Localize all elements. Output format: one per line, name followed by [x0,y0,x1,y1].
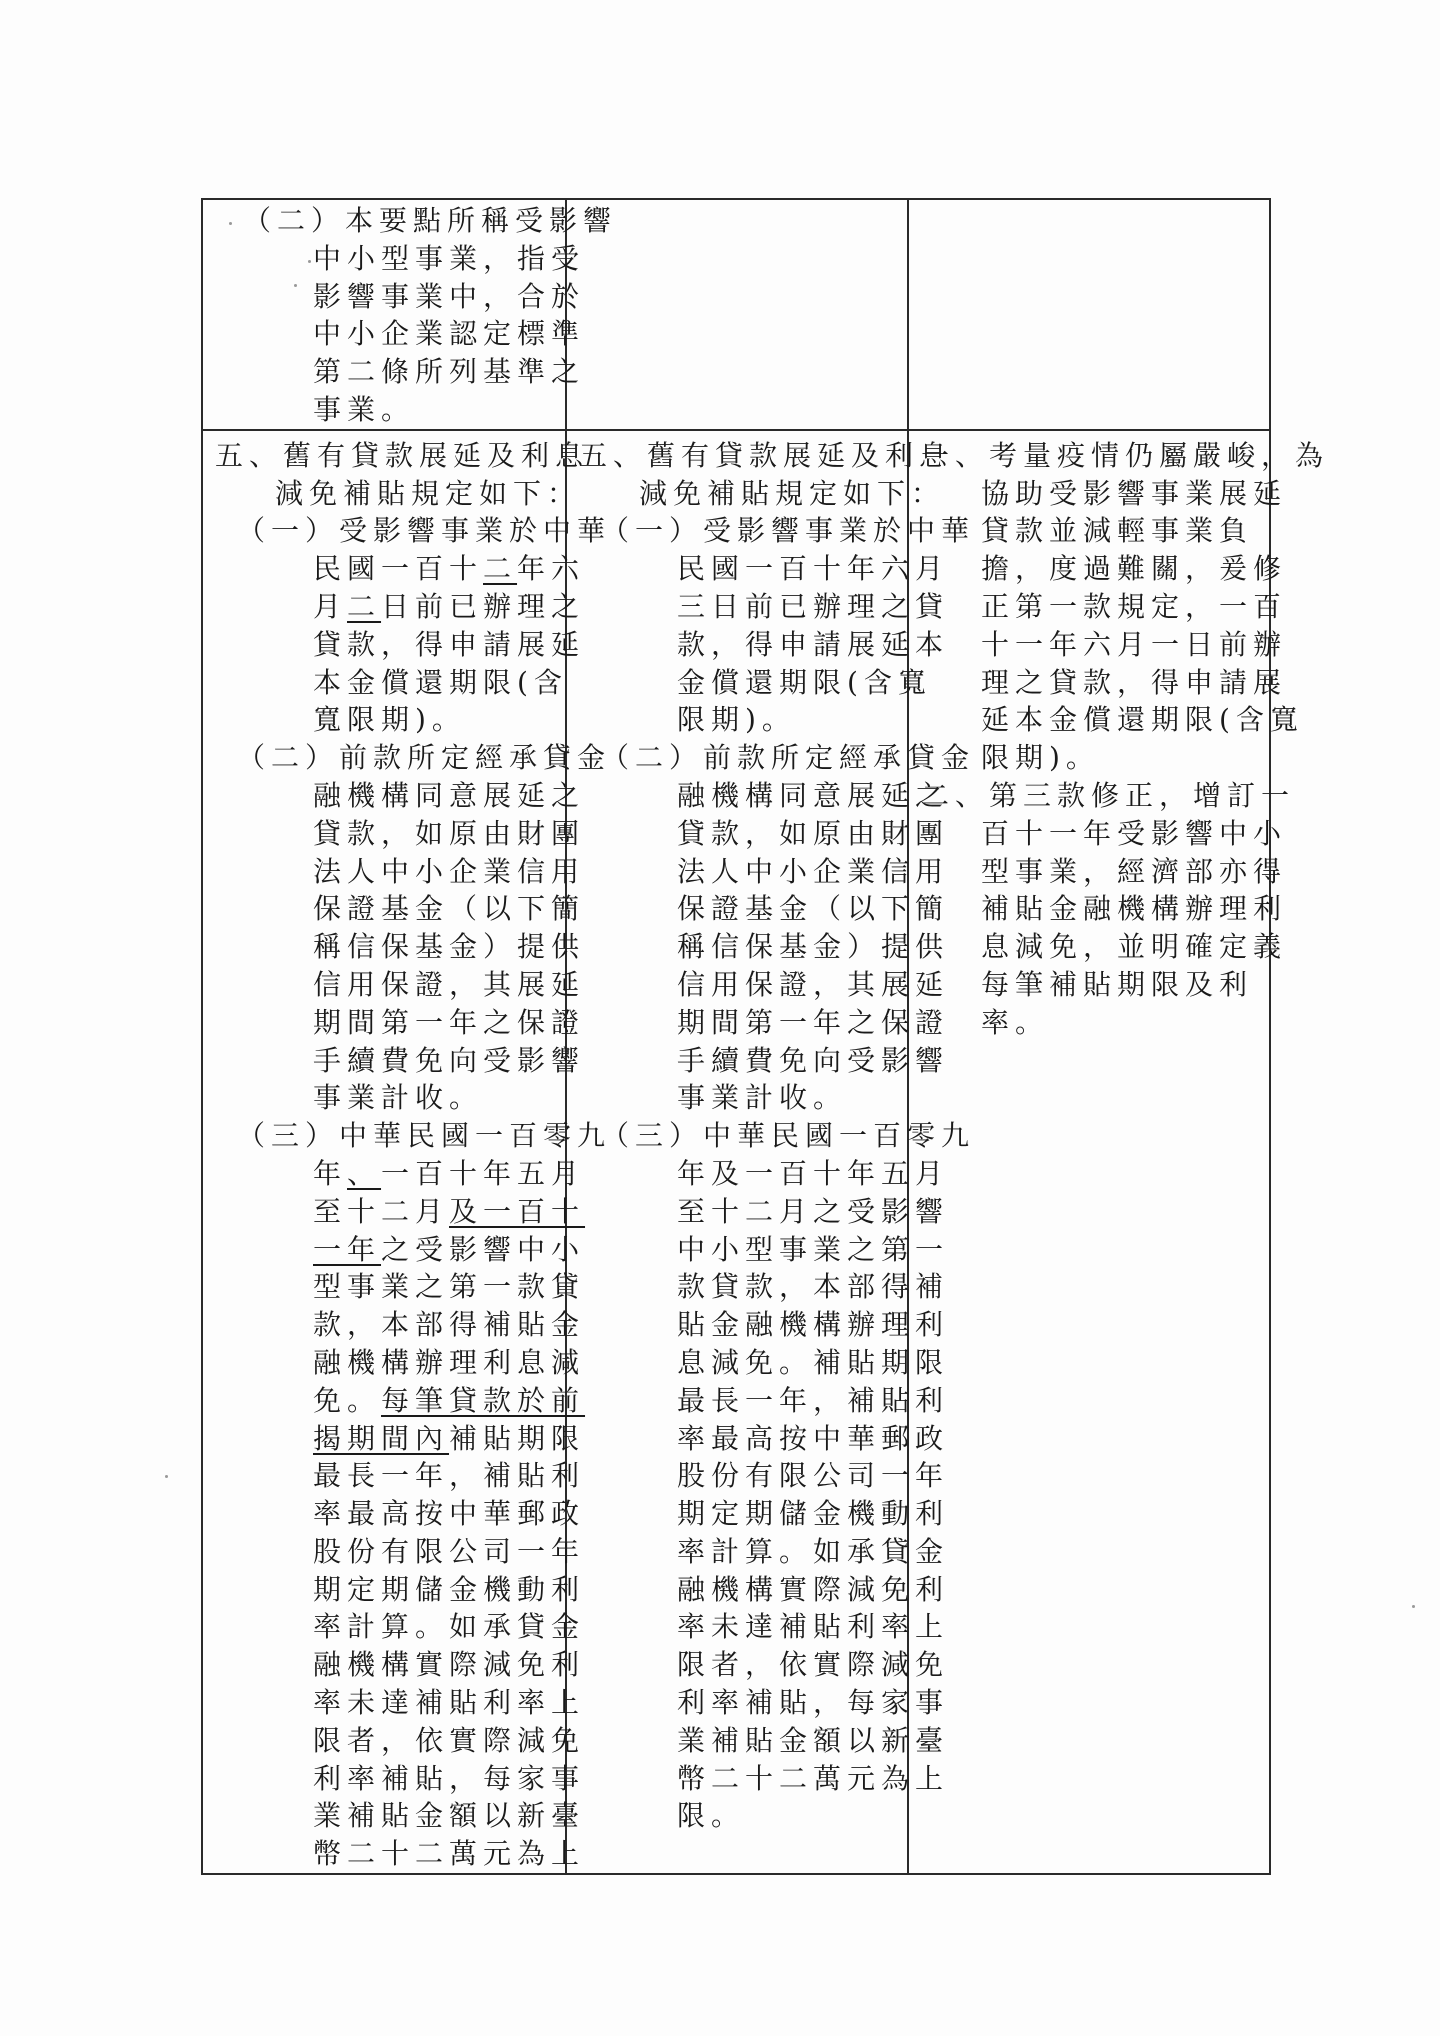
text-line: 信用保證，其展延 [313,967,586,1001]
text-line: 業補貼金額以新臺 [677,1723,950,1757]
text-line: 融機構辦理利息減 [313,1345,586,1379]
text-line: 延本金償還期限(含寬 [981,703,1304,737]
amended-text-cell [202,430,612,1874]
item-heading: （三）中華民國一百零九 [237,1119,612,1153]
text-line: 稱信保基金）提供 [313,930,586,964]
item-heading: （二）前款所定經承貸金 [237,741,612,775]
section-heading: 五、舊有貸款展延及利息 [215,438,590,472]
text-line: 月二日前已辦理之 [313,589,586,623]
text-line: 息減免。補貼期限 [677,1345,950,1379]
text-line: 率計算。如承貸金 [677,1534,950,1568]
text-line: 至十二月之受影響 [677,1194,950,1228]
text-line: 融機構實際減免利 [313,1648,586,1682]
item-heading: （一）受影響事業於中華 [237,514,612,548]
text-line: 信用保證，其展延 [677,967,950,1001]
text-line: 款貸款，本部得補 [677,1270,950,1304]
item-heading: （二）前款所定經承貸金 [601,741,976,775]
scan-speck [165,1475,168,1478]
text-line: 率計算。如承貸金 [313,1610,586,1644]
text-line: 幣二十二萬元為上 [677,1761,950,1795]
text-line: 融機構同意展延之 [313,778,586,812]
text-line: 率最高按中華郵政 [313,1497,586,1531]
text-line: 款，得申請展延本 [677,627,950,661]
text-line: 減免補貼規定如下： [639,476,946,510]
text-line: 股份有限公司一年 [313,1534,586,1568]
text-line: 中小型事業之第一 [677,1232,950,1266]
text-line: 限者，依實際減免 [313,1723,586,1757]
text-line: 限期)。 [981,741,1100,775]
text-line: 息減免，並明確定義 [981,930,1288,964]
text-line: 事業計收。 [313,1081,484,1115]
text-line: 貸款，如原由財團 [313,816,586,850]
text-line: 貼金融機構辦理利 [677,1308,950,1342]
text-line: 金償還期限(含寬 [677,665,932,699]
text-line: 正第一款規定，一百 [981,589,1288,623]
text-line: 期間第一年之保證 [313,1005,586,1039]
text-line: 事業。 [313,392,416,426]
text-line: 擔，度過難關，爰修 [981,552,1288,586]
text-line: 手續費免向受影響 [677,1043,950,1077]
text-line: 至十二月及一百十 [313,1194,586,1228]
table-row [202,199,1270,430]
text-line: 幣二十二萬元為上 [313,1837,586,1871]
text-line: 稱信保基金）提供 [677,930,950,964]
text-line: 手續費免向受影響 [313,1043,586,1077]
text-line: 限者，依實際減免 [677,1648,950,1682]
text-line: 率最高按中華郵政 [677,1421,950,1455]
text-line: 年、一百十年五月 [313,1156,586,1190]
text-line: 法人中小企業信用 [677,854,950,888]
text-line: 保證基金（以下簡 [313,892,586,926]
text-line: 限期)。 [677,703,796,737]
text-line: 民國一百十二年六 [313,552,586,586]
text-line: 融機構實際減免利 [677,1572,950,1606]
text-line: 協助受影響事業展延 [981,476,1288,510]
text-line: 貸款並減輕事業負 [981,514,1254,548]
current-text-cell [566,199,908,430]
item-heading: （一）受影響事業於中華 [601,514,976,548]
text-line: 每筆補貼期限及利 [981,967,1254,1001]
text-line: 貸款，如原由財團 [677,816,950,850]
comparison-table [201,198,1330,1875]
scan-speck [1412,1605,1415,1608]
text-line: 法人中小企業信用 [313,854,586,888]
text-line: 三日前已辦理之貸 [677,589,950,623]
text-line: 本金償還期限(含 [313,665,568,699]
text-line: （二）本要點所稱受影響 [243,204,618,237]
text-line: 率。 [981,1005,1050,1039]
text-line: 業補貼金額以新臺 [313,1799,586,1833]
text-line: 型事業，經濟部亦得 [981,854,1288,888]
text-line: 融機構同意展延之 [677,778,950,812]
current-text-cell [566,430,976,1874]
amended-text-cell [202,199,618,430]
text-line: 補貼金融機構辦理利 [981,892,1288,926]
text-line: 減免補貼規定如下： [275,476,582,510]
text-line: 中小型事業，指受 [313,241,586,275]
text-line: 影響事業中，合於 [313,279,586,313]
item-heading: （三）中華民國一百零九 [601,1119,976,1153]
text-line: 最長一年，補貼利 [677,1383,950,1417]
text-line: 率未達補貼利率上 [313,1686,586,1720]
text-line: 款，本部得補貼金 [313,1308,586,1342]
text-line: 百十一年受影響中小 [981,816,1288,850]
explanation-cell [908,199,1270,430]
text-line: 民國一百十年六月 [677,552,950,586]
text-line: 期定期儲金機動利 [313,1572,586,1606]
text-line: 率未達補貼利率上 [677,1610,950,1644]
text-line: 免。每筆貸款於前 [313,1383,586,1417]
explanation-item: 一、考量疫情仍屬嚴峻，為 [921,438,1330,472]
text-line: 期間第一年之保證 [677,1005,950,1039]
text-line: 理之貸款，得申請展 [981,665,1288,699]
text-line: 事業計收。 [677,1081,848,1115]
text-line: 揭期間內補貼期限 [313,1421,586,1455]
section-heading: 五、舊有貸款展延及利息 [579,438,954,472]
text-line: 最長一年，補貼利 [313,1459,586,1493]
explanation-item: 二、第三款修正，增訂一 [921,778,1296,812]
text-line: 年及一百十年五月 [677,1156,950,1190]
text-line: 股份有限公司一年 [677,1459,950,1493]
text-line: 貸款，得申請展延 [313,627,586,661]
table-row [202,430,1270,1874]
text-line: 型事業之第一款貸 [313,1270,586,1304]
text-line: 期定期儲金機動利 [677,1497,950,1531]
text-line: 限。 [677,1799,746,1833]
text-line: 寬限期)。 [313,703,466,737]
text-line: 保證基金（以下簡 [677,892,950,926]
text-line: 中小企業認定標準 [313,317,586,351]
text-line: 利率補貼，每家事 [313,1761,586,1795]
text-line: 一年之受影響中小 [313,1232,586,1266]
text-line: 利率補貼，每家事 [677,1686,950,1720]
text-line: 第二條所列基準之 [313,355,586,389]
text-line: 十一年六月一日前辦 [981,627,1288,661]
